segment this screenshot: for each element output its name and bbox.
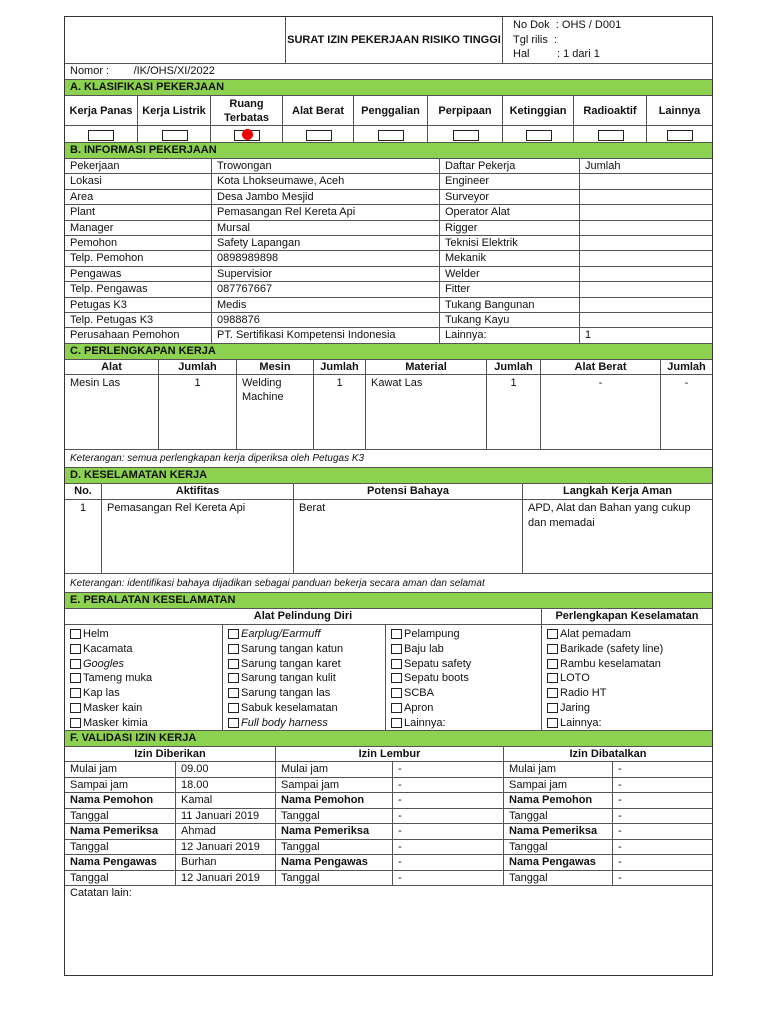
section-a-labels	[65, 95, 712, 125]
checklist-label: LOTO	[560, 672, 590, 685]
section-e-checklist	[65, 624, 712, 730]
checklist-label: Pelampung	[404, 628, 460, 640]
validation-value: -	[392, 778, 503, 794]
checkbox[interactable]	[391, 644, 402, 654]
validation-label: Mulai jam	[275, 762, 392, 778]
validation-label: Tanggal	[275, 840, 392, 856]
klasifikasi-label: Lainnya	[646, 96, 712, 126]
klasifikasi-checkbox[interactable]	[667, 130, 693, 141]
validation-header: Izin Dibatalkan	[503, 747, 712, 762]
klasifikasi-cell	[282, 126, 353, 143]
worker-label: Welder	[439, 267, 579, 282]
worker-label: Mekanik	[439, 251, 579, 266]
section-f-header	[65, 746, 712, 761]
safety-checklist-item	[391, 671, 541, 686]
safety-column	[65, 625, 222, 731]
checklist-label: SCBA	[404, 687, 434, 700]
klasifikasi-checkbox[interactable]	[526, 130, 552, 141]
section-d-row	[65, 499, 712, 573]
safety-header: Langkah Kerja Aman	[522, 484, 712, 500]
worker-value	[579, 236, 712, 251]
checkbox[interactable]	[547, 629, 558, 639]
info-label: Telp. Pengawas	[65, 282, 211, 297]
info-value: Pemasangan Rel Kereta Api	[211, 205, 439, 220]
validation-label: Nama Pemohon	[503, 793, 612, 809]
safety-checklist-item	[228, 686, 385, 701]
safety-checklist-item	[547, 671, 712, 686]
safety-checklist-item	[391, 686, 541, 701]
safety-header: Aktifitas	[101, 484, 293, 500]
info-label: Area	[65, 190, 211, 205]
checkbox[interactable]	[228, 718, 239, 728]
validation-label: Tanggal	[503, 871, 612, 887]
klasifikasi-checkbox[interactable]	[598, 130, 624, 141]
worker-label: Operator Alat	[439, 205, 579, 220]
info-label: Pengawas	[65, 267, 211, 282]
checkbox[interactable]	[70, 629, 81, 639]
equipment-header: Mesin	[236, 360, 313, 375]
klasifikasi-cell	[646, 126, 712, 143]
validation-value: -	[612, 855, 712, 871]
checklist-label: Tameng muka	[83, 672, 153, 685]
klasifikasi-checkbox[interactable]	[453, 130, 479, 141]
section-c-header	[65, 359, 712, 374]
equipment-cell: 1	[313, 375, 365, 450]
checkbox[interactable]	[228, 629, 239, 639]
validation-value: -	[392, 871, 503, 887]
validation-label: Nama Pemohon	[65, 793, 175, 809]
worker-value	[579, 221, 712, 236]
checkbox[interactable]	[547, 703, 558, 713]
checklist-label: Radio HT	[560, 687, 607, 700]
worker-label: Lainnya:	[439, 328, 579, 343]
checklist-label: Sepatu safety	[404, 657, 472, 670]
checklist-label: Kacamata	[83, 642, 133, 655]
validation-label: Tanggal	[65, 840, 175, 856]
validation-value: -	[392, 840, 503, 856]
checklist-label: Earplug/Earmuff	[241, 628, 321, 640]
checklist-label: Masker kimia	[83, 716, 148, 729]
checkbox[interactable]	[391, 629, 402, 639]
validation-value: -	[612, 824, 712, 840]
safety-checklist-item	[547, 627, 712, 642]
equipment-header: Alat	[101, 361, 122, 373]
safety-checklist-item	[547, 642, 712, 657]
section-e-title: E. PERALATAN KESELAMATAN	[65, 592, 712, 608]
validation-label: Tanggal	[70, 871, 109, 884]
safety-cell: APD, Alat dan Bahan yang cukup dan memadai	[522, 500, 712, 574]
equipment-header: Material	[365, 360, 486, 375]
safety-checklist-item	[228, 701, 385, 716]
safety-checklist-item	[70, 716, 222, 731]
equipment-cell: 1	[486, 375, 540, 450]
equipment-header: Jumlah	[660, 360, 712, 375]
klasifikasi-label: Radioaktif	[573, 96, 646, 126]
equipment-cell: Mesin Las	[70, 377, 121, 389]
safety-checklist-item	[547, 716, 712, 731]
equipment-cell: Welding Machine	[236, 375, 313, 450]
section-d-note: Keterangan: identifikasi bahaya dijadikan sebagai panduan bekerja secara aman dan selamat	[65, 573, 712, 592]
klasifikasi-label: Perpipaan	[427, 96, 502, 126]
validation-label: Nama Pengawas	[65, 855, 175, 871]
safety-checklist-item	[228, 716, 385, 731]
checklist-label: Alat pemadam	[560, 628, 631, 640]
worker-value	[579, 205, 712, 220]
validation-label: Sampai jam	[503, 778, 612, 794]
section-b-table	[65, 158, 712, 343]
equipment-header: Jumlah	[158, 360, 236, 375]
validation-header: Izin Diberikan	[134, 748, 206, 760]
checkbox[interactable]	[228, 703, 239, 713]
equipment-header: Jumlah	[486, 360, 540, 375]
worker-label: Rigger	[439, 221, 579, 236]
info-label: Plant	[65, 205, 211, 220]
worker-value	[579, 282, 712, 297]
validation-label: Nama Pemeriksa	[275, 824, 392, 840]
safety-checklist-item	[391, 642, 541, 657]
validation-value: -	[612, 793, 712, 809]
validation-value: -	[612, 809, 712, 825]
worker-label: Tukang Bangunan	[439, 298, 579, 313]
checklist-label: Sarung tangan las	[241, 687, 331, 700]
checkbox[interactable]	[70, 659, 81, 669]
checklist-label: Kap las	[83, 687, 120, 700]
info-value: Desa Jambo Mesjid	[211, 190, 439, 205]
safety-header: No.	[74, 485, 92, 497]
klasifikasi-checkbox[interactable]	[162, 130, 188, 141]
equipment-cell: Kawat Las	[365, 375, 486, 450]
checkbox[interactable]	[228, 659, 239, 669]
checklist-label: Sarung tangan karet	[241, 657, 341, 670]
validation-label: Tanggal	[65, 809, 175, 825]
validation-value: -	[612, 871, 712, 887]
safety-column	[385, 625, 541, 731]
checklist-label: Lainnya:	[404, 716, 446, 729]
checklist-label: Baju lab	[404, 642, 444, 655]
validation-value: 11 Januari 2019	[175, 809, 275, 825]
safety-cell: Pemasangan Rel Kereta Api	[101, 500, 293, 574]
equipment-cell: -	[540, 375, 660, 450]
safety-checklist-item	[228, 671, 385, 686]
info-value: Mursal	[211, 221, 439, 236]
validation-label: Mulai jam	[65, 762, 175, 778]
validation-label: Mulai jam	[503, 762, 612, 778]
worker-value	[579, 313, 712, 328]
safety-checklist-item	[547, 657, 712, 672]
safety-checklist-item	[391, 627, 541, 642]
klasifikasi-cell	[65, 126, 137, 143]
checkbox[interactable]	[228, 673, 239, 683]
form-header	[65, 17, 712, 63]
worker-label: Tukang Kayu	[439, 313, 579, 328]
info-value: PT. Sertifikasi Kompetensi Indonesia	[211, 328, 439, 343]
checkbox[interactable]	[391, 688, 402, 698]
safety-checklist-item	[228, 657, 385, 672]
validation-value: Ahmad	[175, 824, 275, 840]
section-b-title: B. INFORMASI PEKERJAAN	[65, 142, 712, 158]
safety-checklist-item	[228, 627, 385, 642]
checkbox[interactable]	[70, 644, 81, 654]
checklist-label: Googles	[83, 657, 124, 670]
checklist-label: Apron	[404, 701, 434, 714]
info-value: 0988876	[211, 313, 439, 328]
validation-value: -	[612, 762, 712, 778]
section-c-row	[65, 374, 712, 449]
checkbox[interactable]	[391, 703, 402, 713]
validation-value: 09.00	[175, 762, 275, 778]
doc-number: No Dok : OHS / D001	[513, 19, 622, 31]
safety-checklist-item	[70, 642, 222, 657]
validation-label: Nama Pengawas	[275, 855, 392, 871]
checkbox[interactable]	[547, 644, 558, 654]
checklist-label: Masker kain	[83, 701, 143, 714]
equipment-cell: 1	[158, 375, 236, 450]
checkbox[interactable]	[547, 718, 558, 728]
release-date: Tgl rilis :	[513, 33, 557, 46]
klasifikasi-checkbox[interactable]	[306, 130, 332, 141]
validation-value: -	[612, 840, 712, 856]
doc-info	[502, 17, 712, 63]
checklist-label: Sepatu boots	[404, 672, 469, 685]
checkbox[interactable]	[391, 659, 402, 669]
checklist-label: Rambu keselamatan	[560, 657, 661, 670]
checklist-label: Jaring	[560, 701, 590, 714]
klasifikasi-cell	[210, 126, 282, 143]
klasifikasi-label: Penggalian	[353, 96, 427, 126]
checkbox[interactable]	[70, 703, 81, 713]
validation-label: Nama Pengawas	[503, 855, 612, 871]
klasifikasi-label: Kerja Listrik	[137, 96, 210, 126]
validation-label: Nama Pemeriksa	[65, 824, 175, 840]
nomor-field: Nomor : /IK/OHS/XI/2022	[65, 63, 712, 79]
safety-column	[222, 625, 385, 731]
klasifikasi-checkbox[interactable]	[88, 130, 114, 141]
info-value: Trowongan	[211, 159, 439, 174]
worker-value: 1	[579, 328, 712, 343]
form-title: SURAT IZIN PEKERJAAN RISIKO TINGGI	[285, 17, 502, 63]
klasifikasi-label: Ruang Terbatas	[210, 96, 282, 126]
validation-value: -	[392, 762, 503, 778]
checkbox[interactable]	[547, 673, 558, 683]
worker-label: Surveyor	[439, 190, 579, 205]
validation-value: -	[392, 809, 503, 825]
validation-label: Tanggal	[503, 809, 612, 825]
info-label: Perusahaan Pemohon	[70, 329, 180, 342]
equipment-cell: -	[660, 375, 712, 450]
klasifikasi-label: Kerja Panas	[69, 105, 133, 117]
validation-label: Tanggal	[503, 840, 612, 856]
worker-value	[579, 251, 712, 266]
safety-header: Potensi Bahaya	[293, 484, 522, 500]
info-value: Supervisior	[211, 267, 439, 282]
validation-value: -	[612, 778, 712, 794]
checklist-label: Barikade (safety line)	[560, 642, 664, 655]
validation-value: Burhan	[175, 855, 275, 871]
info-label: Telp. Pemohon	[65, 251, 211, 266]
equipment-header: Alat Berat	[540, 360, 660, 375]
safety-checklist-item	[547, 686, 712, 701]
validation-value: -	[392, 855, 503, 871]
validation-label: Tanggal	[275, 809, 392, 825]
safety-checklist-item	[547, 701, 712, 716]
info-label: Manager	[65, 221, 211, 236]
safety-checklist-item	[391, 657, 541, 672]
checkbox[interactable]	[547, 688, 558, 698]
validation-value: 12 Januari 2019	[175, 871, 275, 887]
klasifikasi-cell	[502, 126, 573, 143]
info-value: 087767667	[211, 282, 439, 297]
validation-label: Nama Pemeriksa	[503, 824, 612, 840]
section-d-title: D. KESELAMATAN KERJA	[65, 467, 712, 483]
validation-label: Sampai jam	[275, 778, 392, 794]
validation-value: -	[392, 793, 503, 809]
checklist-label: Helm	[83, 628, 109, 640]
info-value: Safety Lapangan	[211, 236, 439, 251]
checklist-label: Full body harness	[241, 716, 328, 729]
klasifikasi-label: Ketinggian	[502, 96, 573, 126]
section-a-checkboxes	[65, 125, 712, 142]
safety-checklist-item	[391, 701, 541, 716]
validation-label: Nama Pemohon	[275, 793, 392, 809]
equipment-header: Jumlah	[313, 360, 365, 375]
section-a-title: A. KLASIFIKASI PEKERJAAN	[65, 79, 712, 95]
info-label: Telp. Petugas K3	[65, 313, 211, 328]
validation-label: Sampai jam	[65, 778, 175, 794]
section-c-title: C. PERLENGKAPAN KERJA	[65, 343, 712, 359]
validation-label: Tanggal	[275, 871, 392, 887]
klasifikasi-checkbox[interactable]	[234, 130, 260, 141]
info-label: Lokasi	[65, 174, 211, 189]
safety-checklist-item	[70, 701, 222, 716]
checked-mark-icon	[242, 129, 253, 140]
section-e-header	[65, 608, 712, 624]
worker-value	[579, 298, 712, 313]
klasifikasi-cell	[573, 126, 646, 143]
klasifikasi-checkbox[interactable]	[378, 130, 404, 141]
validation-value: Kamal	[175, 793, 275, 809]
klasifikasi-cell	[427, 126, 502, 143]
section-c-note: Keterangan: semua perlengkapan kerja diperiksa oleh Petugas K3	[65, 449, 712, 467]
klasifikasi-label: Alat Berat	[282, 96, 353, 126]
checklist-label: Sabuk keselamatan	[241, 701, 338, 714]
validation-value: -	[392, 824, 503, 840]
worker-label: Engineer	[439, 174, 579, 189]
worker-label: Teknisi Elektrik	[439, 236, 579, 251]
checkbox[interactable]	[547, 659, 558, 669]
section-f-table	[65, 761, 712, 885]
info-label: Pekerjaan	[65, 159, 211, 174]
checkbox[interactable]	[391, 718, 402, 728]
validation-value: 18.00	[175, 778, 275, 794]
safety-checklist-item	[70, 657, 222, 672]
worker-label: Daftar Pekerja	[439, 159, 579, 174]
klasifikasi-cell	[353, 126, 427, 143]
info-value: 0898989898	[211, 251, 439, 266]
catatan-lain: Catatan lain:	[65, 885, 712, 975]
worker-value	[579, 267, 712, 282]
apd-header: Alat Pelindung Diri	[253, 610, 353, 622]
safety-cell: 1	[79, 502, 87, 514]
safety-checklist-item	[70, 627, 222, 642]
klasifikasi-cell	[137, 126, 210, 143]
checkbox[interactable]	[70, 688, 81, 698]
worker-label: Fitter	[439, 282, 579, 297]
checklist-label: Lainnya:	[560, 716, 602, 729]
checkbox[interactable]	[70, 718, 81, 728]
info-label: Pemohon	[65, 236, 211, 251]
validation-header: Izin Lembur	[275, 747, 503, 762]
perlengkapan-header: Perlengkapan Keselamatan	[541, 609, 712, 625]
section-f-title: F. VALIDASI IZIN KERJA	[65, 730, 712, 746]
safety-checklist-item	[70, 671, 222, 686]
safety-checklist-item	[228, 642, 385, 657]
permit-form	[64, 16, 713, 976]
section-d-header	[65, 483, 712, 499]
worker-value: Jumlah	[579, 159, 712, 174]
checklist-label: Sarung tangan kulit	[241, 672, 336, 685]
checkbox[interactable]	[228, 688, 239, 698]
worker-value	[579, 190, 712, 205]
checklist-label: Sarung tangan katun	[241, 642, 344, 655]
info-value: Kota Lhokseumawe, Aceh	[211, 174, 439, 189]
info-value: Medis	[211, 298, 439, 313]
safety-cell: Berat	[293, 500, 522, 574]
info-label: Petugas K3	[65, 298, 211, 313]
page-info: Hal : 1 dari 1	[513, 48, 600, 60]
checkbox[interactable]	[391, 673, 402, 683]
safety-checklist-item	[70, 686, 222, 701]
checkbox[interactable]	[228, 644, 239, 654]
worker-value	[579, 174, 712, 189]
checkbox[interactable]	[70, 673, 81, 683]
safety-checklist-item	[391, 716, 541, 731]
safety-column	[541, 625, 712, 731]
validation-value: 12 Januari 2019	[175, 840, 275, 856]
